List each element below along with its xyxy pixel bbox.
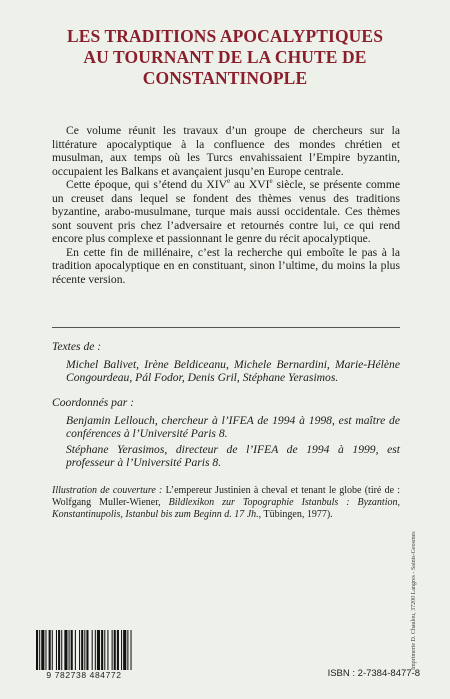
blurb-paragraph-3: En cette fin de millénaire, c’est la recherche qui emboîte le pas à la tradition apocalyptique en en constituant, sinon l’ultime, du moins la plus récente version. — [52, 245, 400, 286]
coordinators-section — [52, 396, 400, 470]
cover-illustration-credit — [52, 485, 400, 521]
century-suffix-2: e — [269, 177, 273, 186]
century-suffix-1: e — [226, 177, 231, 186]
blurb-paragraph-1: Ce volume réunit les travaux d’un groupe de chercheurs sur la littérature apocalyptique à la confluence des mondes chrétien et musulman, aux temps où les Turcs envahissaient l’Empire byzantin, occupaient les Balkans et avançaient jusqu’en Europe centrale. — [52, 124, 400, 178]
illustration-text-a: L’empereur Justinien à cheval et tenant le globe (tiré de : Wolfgang Muller-Wiener, — [52, 485, 400, 508]
illustration-text-b: , Tübingen, 1977). — [258, 509, 333, 520]
blurb-paragraph-2 — [52, 178, 400, 246]
coordinators-heading: Coordonnés par : — [52, 396, 135, 409]
illustration-label: Illustration de couverture : — [52, 485, 163, 496]
blurb — [52, 124, 400, 286]
title-line-1: LES TRADITIONS APOCALYPTIQUES — [66, 26, 384, 46]
barcode-number: 9 782738 484772 — [32, 670, 136, 680]
blurb-p2-part-c: siècle, se présente comme un creuset dans lequel se fondent des thèmes venus des traditions byzantine, arabo-musulmane, turque mais aussi occidentale. Ces thèmes sont souvent pris chez l’adversaire et retournés contre lui, ce qui rend encore plus complexe et passionnant le genre du récit apocalyptique. — [52, 178, 400, 245]
illustration-book-title: Bildlexikon zur Topographie Istanbuls : Byzantion, Konstantinupolis, Istanbul bis zum Beginn d. 17 Jh. — [52, 497, 400, 520]
printer-imprint-text: Imprimerie D. Chaulou, 37200 Langres - Saints-Geosmes — [411, 531, 417, 670]
title-line-3: CONSTANTINOPLE — [142, 68, 308, 88]
divider — [52, 327, 400, 328]
texts-section — [52, 340, 400, 385]
century-xiv: XIV — [206, 178, 227, 191]
barcode-bars — [32, 630, 136, 672]
book-title — [40, 26, 410, 89]
texts-heading: Textes de : — [52, 340, 102, 353]
coordinators-list — [52, 414, 400, 470]
title-line-2: AU TOURNANT DE LA CHUTE DE — [83, 47, 367, 67]
coordinator-2: Stéphane Yerasimos, directeur de l’IFEA de 1994 à 1999, est professeur à l’Université Paris 8. — [66, 442, 400, 469]
blurb-p2-part-a: Cette époque, qui s’étend du — [66, 178, 207, 191]
coordinator-1: Benjamin Lellouch, chercheur à l’IFEA de 1994 à 1998, est maître de conférences à l’Université Paris 8. — [66, 413, 400, 440]
printer-imprint — [411, 520, 423, 670]
isbn: ISBN : 2-7384-8477-8 — [327, 668, 420, 679]
century-xvi: XVI — [248, 178, 270, 191]
texts-authors: Michel Balivet, Irène Beldiceanu, Michele Bernardini, Marie-Hélène Congourdeau, Pál Fodor, Denis Gril, Stéphane Yerasimos. — [66, 357, 400, 384]
blurb-p2-part-b: au — [230, 178, 249, 191]
